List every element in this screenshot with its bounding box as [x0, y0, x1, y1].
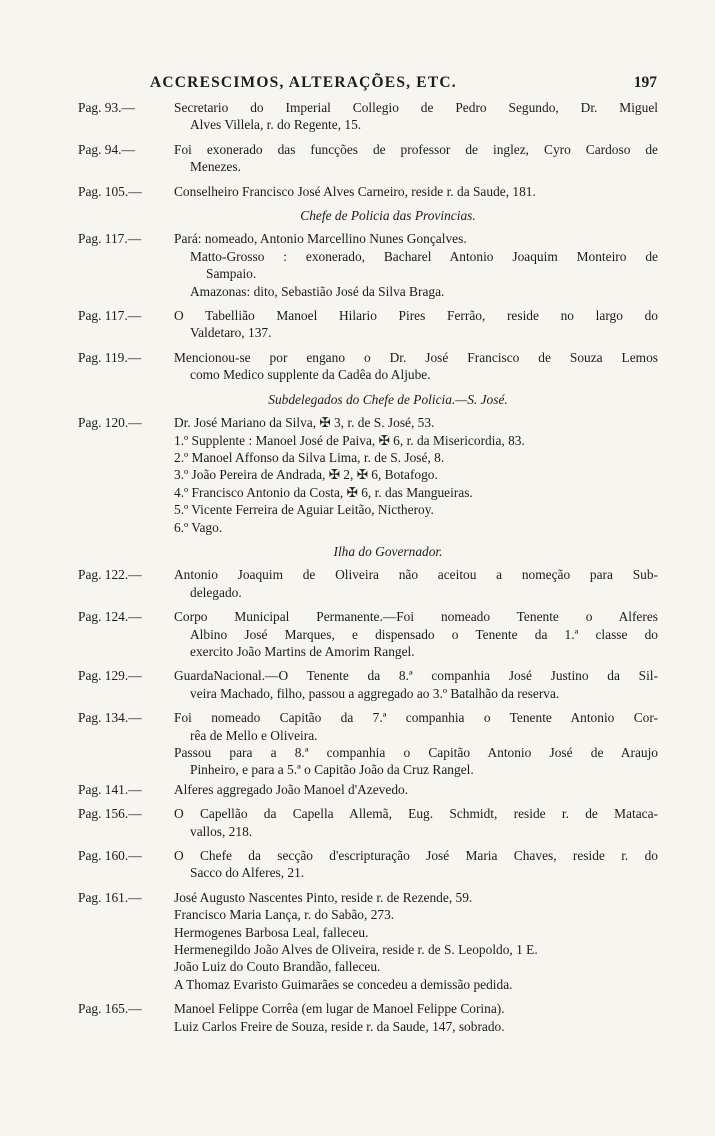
- entry-pag-117-policia: [78, 230, 658, 300]
- entry-line: O Chefe da secção d'escripturação José Maria Chaves, reside r. do: [174, 848, 658, 864]
- entry-line: Corpo Municipal Permanente.—Foi nomeado Tenente o Alferes: [174, 609, 658, 625]
- header-title: ACCRESCIMOS, ALTERAÇÕES, ETC.: [150, 74, 457, 91]
- entry-tag: Pag. 105.—: [78, 183, 142, 199]
- section-heading-subdelegados: Subdelegados do Chefe de Policia.—S. José.: [268, 391, 508, 407]
- entry-tag: Pag. 119.—: [78, 349, 142, 365]
- entry-line: O Tabellião Manoel Hilario Pires Ferrão, reside no largo do: [174, 308, 658, 324]
- entry-line: Secretario do Imperial Collegio de Pedro Segundo, Dr. Miguel: [174, 100, 658, 115]
- entry-tag: Pag. 160.—: [78, 848, 142, 864]
- entry-line: rêa de Mello e Oliveira.: [190, 727, 318, 743]
- entry-line: veira Machado, filho, passou a aggregado ao 3.º Batalhão da reserva.: [190, 685, 560, 701]
- entry-pag-129: [78, 667, 658, 702]
- entry-line: 5.º Vicente Ferreira de Aguiar Leitão, Nictheroy.: [174, 502, 434, 518]
- entry-line: Hermogenes Barbosa Leal, falleceu.: [174, 924, 369, 940]
- entry-line: delegado.: [190, 584, 242, 600]
- entry-line: como Medico supplente da Cadêa do Aljube.: [190, 367, 431, 383]
- entry-line: Pará: nomeado, Antonio Marcellino Nunes Gonçalves.: [174, 231, 467, 247]
- entry-tag: Pag. 122.—: [78, 567, 142, 583]
- entry-line: 2.º Manoel Affonso da Silva Lima, r. de S. José, 8.: [174, 449, 445, 465]
- entry-line: Alferes aggregado João Manoel d'Azevedo.: [174, 781, 409, 797]
- entry-line: Sacco do Alferes, 21.: [190, 865, 305, 881]
- entry-tag: Pag. 129.—: [78, 668, 142, 684]
- entry-tag: Pag. 93.—: [78, 100, 135, 115]
- entry-line: 3.º João Pereira de Andrada, ✠ 2, ✠ 6, Botafogo.: [174, 467, 438, 483]
- entry-pag-119: [78, 349, 658, 384]
- entry-pag-160: [78, 847, 658, 882]
- entry-line: Francisco Maria Lança, r. do Sabão, 273.: [174, 907, 395, 923]
- entry-pag-156: [78, 805, 658, 840]
- entry-line: Matto-Grosso : exonerado, Bacharel Antonio Joaquim Monteiro de: [190, 248, 658, 264]
- entry-pag-122: [78, 566, 658, 601]
- entry-line: Menezes.: [190, 159, 241, 175]
- entry-line: Sampaio.: [206, 266, 257, 282]
- entry-line: Amazonas: dito, Sebastião José da Silva Braga.: [190, 283, 445, 299]
- entry-line: Pinheiro, e para a 5.ª o Capitão João da Cruz Rangel.: [190, 762, 474, 778]
- running-header: [90, 74, 665, 98]
- entry-line: Antonio Joaquim de Oliveira não aceitou a nomeção para Sub-: [174, 567, 658, 583]
- entry-line: GuardaNacional.—O Tenente da 8.ª companhia José Justino da Sil-: [174, 668, 658, 684]
- entry-tag: Pag. 94.—: [78, 141, 135, 157]
- entry-line: 6.º Vago.: [174, 519, 223, 535]
- entry-tag: Pag. 156.—: [78, 806, 142, 822]
- entry-line: 4.º Francisco Antonio da Costa, ✠ 6, r. das Mangueiras.: [174, 484, 473, 500]
- entry-line: Hermenegildo João Alves de Oliveira, reside r. de S. Leopoldo, 1 E.: [174, 942, 538, 958]
- entry-line: Alves Villela, r. do Regente, 15.: [190, 117, 362, 133]
- page-body: [78, 99, 658, 1042]
- entry-pag-141: [78, 781, 658, 798]
- entry-line: Luiz Carlos Freire de Souza, reside r. da Saude, 147, sobrado.: [174, 1018, 505, 1034]
- entry-line: Passou para a 8.ª companhia o Capitão Antonio José de Araujo: [174, 745, 658, 760]
- entry-tag: Pag. 165.—: [78, 1001, 142, 1017]
- entry-line: A Thomaz Evaristo Guimarães se concedeu a demissão pedida.: [174, 976, 513, 992]
- entry-line: Albino José Marques, e dispensado o Tenente da 1.ª classe do: [190, 626, 658, 642]
- entry-pag-93: [78, 99, 658, 134]
- entry-tag: Pag. 124.—: [78, 609, 142, 625]
- entry-pag-105: [78, 183, 658, 200]
- entry-line: Foi exonerado das funcções de professor de inglez, Cyro Cardoso de: [174, 141, 658, 157]
- entry-pag-161: [78, 889, 658, 993]
- page-number: 197: [633, 74, 657, 91]
- entry-tag: Pag. 117.—: [78, 231, 142, 247]
- entry-pag-117-tabelliao: [78, 307, 658, 342]
- entry-pag-124: [78, 608, 658, 660]
- entry-tag: Pag. 120.—: [78, 415, 142, 431]
- entry-tag: Pag. 117.—: [78, 308, 142, 324]
- entry-line: Dr. José Mariano da Silva, ✠ 3, r. de S. José, 53.: [174, 415, 435, 431]
- entry-tag: Pag. 141.—: [78, 781, 142, 797]
- entry-line: O Capellão da Capella Allemã, Eug. Schmidt, reside r. de Mataca-: [174, 806, 658, 822]
- entry-line: Foi nomeado Capitão da 7.ª companhia o Tenente Antonio Cor-: [174, 710, 658, 726]
- entry-tag: Pag. 161.—: [78, 889, 142, 905]
- entry-line: 1.º Supplente : Manoel José de Paiva, ✠ 6, r. da Misericordia, 83.: [174, 432, 525, 448]
- section-heading-provincias: Chefe de Policia das Provincias.: [300, 208, 476, 224]
- entry-pag-165: [78, 1000, 658, 1035]
- entry-pag-120: [78, 414, 658, 536]
- entry-line: vallos, 218.: [190, 823, 253, 839]
- entry-line: Conselheiro Francisco José Alves Carneiro, reside r. da Saude, 181.: [174, 183, 536, 199]
- section-heading-ilha: Ilha do Governador.: [333, 543, 443, 559]
- entry-line: Mencionou-se por engano o Dr. José Francisco de Souza Lemos: [174, 349, 658, 365]
- entry-pag-94: [78, 141, 658, 176]
- entry-line: Valdetaro, 137.: [190, 325, 272, 341]
- entry-pag-134: [78, 709, 658, 779]
- entry-tag: Pag. 134.—: [78, 710, 142, 726]
- entry-line: João Luiz do Couto Brandão, falleceu.: [174, 959, 381, 975]
- entry-line: exercito João Martins de Amorim Rangel.: [190, 643, 415, 659]
- entry-line: José Augusto Nascentes Pinto, reside r. de Rezende, 59.: [174, 889, 473, 905]
- entry-line: Manoel Felippe Corrêa (em lugar de Manoel Felippe Corina).: [174, 1001, 505, 1017]
